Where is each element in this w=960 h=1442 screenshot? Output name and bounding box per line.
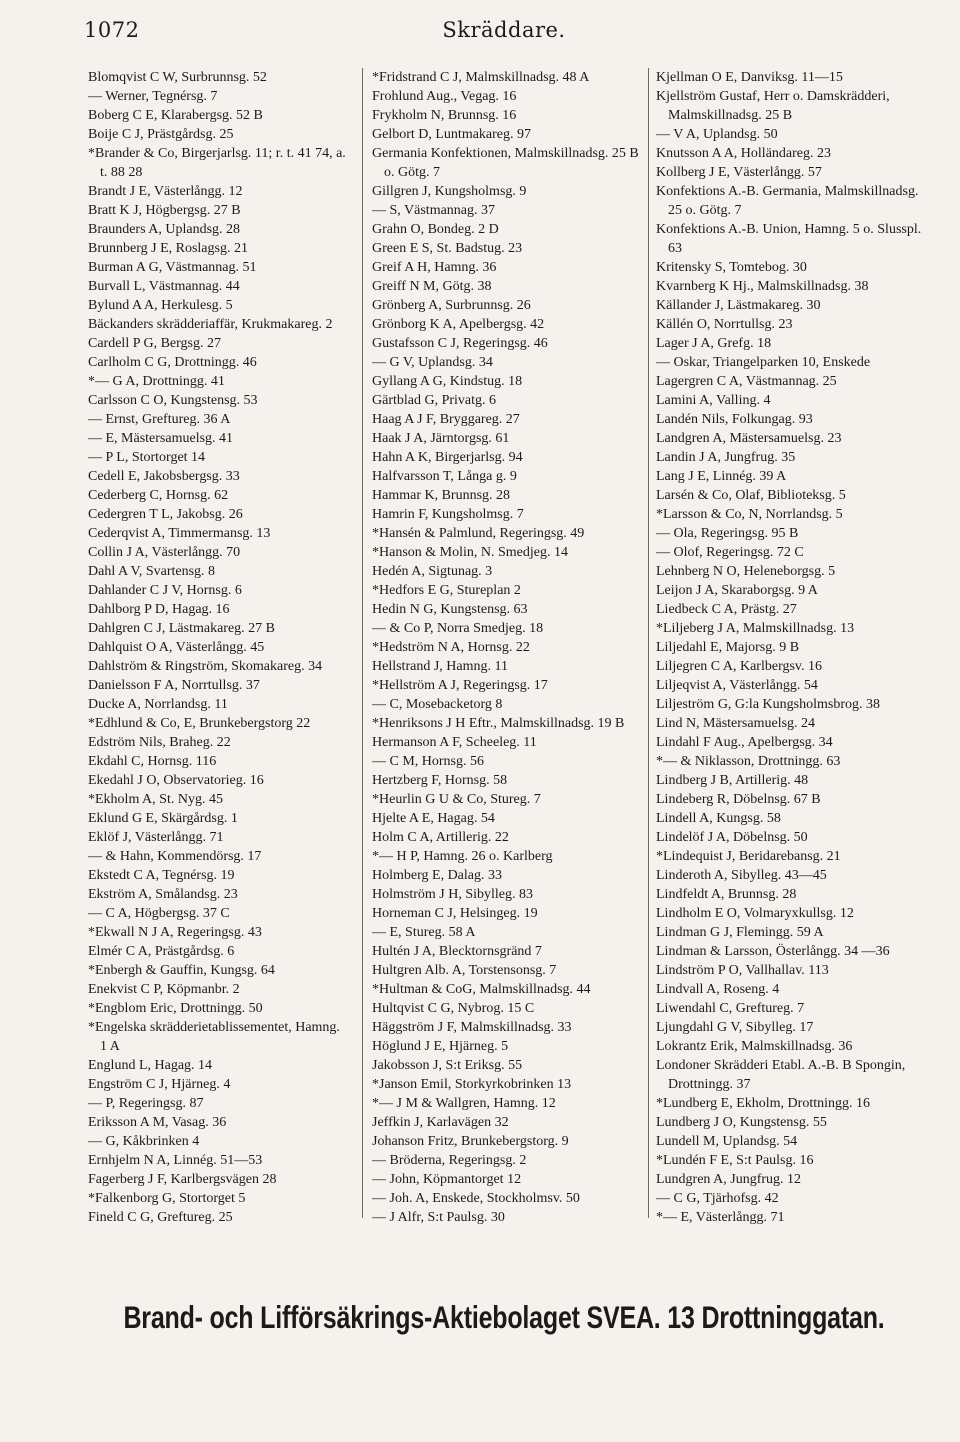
directory-entry: Lindelöf J A, Döbelnsg. 50 xyxy=(656,830,808,845)
directory-entry: Jakobsson J, S:t Eriksg. 55 xyxy=(372,1058,523,1073)
directory-entry: — C G, Tjärhofsg. 42 xyxy=(656,1191,779,1206)
directory-entry: Danielsson F A, Norrtullsg. 37 xyxy=(88,678,260,693)
directory-entry: Grönberg A, Surbrunnsg. 26 xyxy=(372,298,531,313)
directory-entry: Ernhjelm N A, Linnég. 51—53 xyxy=(88,1153,263,1168)
directory-entry: Liljeström G, G:la Kungsholmsbrog. 38 xyxy=(656,697,880,712)
directory-entry: Höglund J E, Hjärneg. 5 xyxy=(372,1039,509,1054)
directory-entry: Edström Nils, Braheg. 22 xyxy=(88,735,231,750)
directory-entry: — & Co P, Norra Smedjeg. 18 xyxy=(372,621,544,636)
directory-entry: Hultgren Alb. A, Torstensonsg. 7 xyxy=(372,963,557,978)
directory-entry: *Hellström A J, Regeringsg. 17 xyxy=(372,678,548,693)
directory-entry: — E, Mästersamuelsg. 41 xyxy=(88,431,234,446)
directory-entry: Gillgren J, Kungsholmsg. 9 xyxy=(372,184,527,199)
directory-entry: Cederqvist A, Timmermansg. 13 xyxy=(88,526,271,541)
directory-entry: — Joh. A, Enskede, Stockholmsv. 50 xyxy=(372,1191,580,1206)
directory-entry: Lindfeldt A, Brunnsg. 28 xyxy=(656,887,797,902)
column-divider xyxy=(648,68,649,1218)
directory-entry: Elmér C A, Prästgårdsg. 6 xyxy=(88,944,235,959)
page-number: 1072 xyxy=(84,18,140,42)
directory-entry: Konfektions A.-B. Union, Hamng. 5 o. Slusspl. 63 xyxy=(656,222,922,256)
directory-entry: *Hanson & Molin, N. Smedjeg. 14 xyxy=(372,545,568,560)
directory-entry: Ducke A, Norrlandsg. 11 xyxy=(88,697,228,712)
directory-entry: Brandt J E, Västerlångg. 12 xyxy=(88,184,243,199)
directory-entry: Eklund G E, Skärgårdsg. 1 xyxy=(88,811,238,826)
directory-entry: Hultqvist C G, Nybrog. 15 C xyxy=(372,1001,535,1016)
directory-entry: Ekedahl J O, Observatorieg. 16 xyxy=(88,773,264,788)
directory-entry: Johanson Fritz, Brunkebergstorg. 9 xyxy=(372,1134,569,1149)
directory-entry xyxy=(88,1227,348,1228)
directory-entry: — John, Köpmantorget 12 xyxy=(372,1172,522,1187)
directory-entry: Liljeqvist A, Västerlångg. 54 xyxy=(656,678,818,693)
directory-entry: — Ernst, Greftureg. 36 A xyxy=(88,412,231,427)
directory-entry: Cederberg C, Hornsg. 62 xyxy=(88,488,229,503)
directory-entry: *Ekwall N J A, Regeringsg. 43 xyxy=(88,925,262,940)
directory-entry: *Liljeberg J A, Malmskillnadsg. 13 xyxy=(656,621,855,636)
directory-entry: Hahn A K, Birgerjarlsg. 94 xyxy=(372,450,523,465)
directory-columns xyxy=(88,68,924,1228)
directory-entry: Lundberg J O, Kungstensg. 55 xyxy=(656,1115,827,1130)
directory-entry: Englund L, Hagag. 14 xyxy=(88,1058,213,1073)
page-header xyxy=(84,14,924,54)
directory-entry: — & Hahn, Kommendörsg. 17 xyxy=(88,849,262,864)
directory-entry: Cardell P G, Bergsg. 27 xyxy=(88,336,221,351)
directory-entry: *Lundberg E, Ekholm, Drottningg. 16 xyxy=(656,1096,870,1111)
directory-entry: — C, Mosebacketorg 8 xyxy=(372,697,503,712)
directory-entry: Kjellman O E, Danviksg. 11—15 xyxy=(656,70,843,85)
directory-entry: *Falkenborg G, Stortorget 5 xyxy=(88,1191,246,1206)
directory-entry: Liedbeck C A, Prästg. 27 xyxy=(656,602,797,617)
directory-entry: Lindeberg R, Döbelnsg. 67 B xyxy=(656,792,821,807)
directory-entry: *Henriksons J H Eftr., Malmskillnadsg. 19 B xyxy=(372,716,625,731)
directory-entry: Lokrantz Erik, Malmskillnadsg. 36 xyxy=(656,1039,853,1054)
directory-entry: Eriksson A M, Vasag. 36 xyxy=(88,1115,227,1130)
directory-entry: Hermanson A F, Scheeleg. 11 xyxy=(372,735,537,750)
directory-column-2 xyxy=(372,68,642,1228)
directory-entry: *Lundén F E, S:t Paulsg. 16 xyxy=(656,1153,814,1168)
directory-entry: Liwendahl C, Greftureg. 7 xyxy=(656,1001,805,1016)
directory-entry: Källander J, Lästmakareg. 30 xyxy=(656,298,821,313)
directory-entry: *Janson Emil, Storkyrkobrinken 13 xyxy=(372,1077,572,1092)
directory-entry: Lundell M, Uplandsg. 54 xyxy=(656,1134,798,1149)
column-divider xyxy=(362,68,363,1218)
directory-entry: — Ola, Regeringsg. 95 B xyxy=(656,526,799,541)
directory-entry: — P L, Stortorget 14 xyxy=(88,450,206,465)
directory-entry: — P, Regeringsg. 87 xyxy=(88,1096,204,1111)
directory-entry: *— G A, Drottningg. 41 xyxy=(88,374,225,389)
directory-entry: Larsén & Co, Olaf, Biblioteksg. 5 xyxy=(656,488,846,503)
directory-entry: Hamrin F, Kungsholmsg. 7 xyxy=(372,507,524,522)
directory-entry: Engström C J, Hjärneg. 4 xyxy=(88,1077,231,1092)
directory-entry: *— E, Västerlångg. 71 xyxy=(656,1210,785,1225)
directory-entry: Frohlund Aug., Vegag. 16 xyxy=(372,89,517,104)
directory-entry: Collin J A, Västerlångg. 70 xyxy=(88,545,241,560)
directory-entry: *Brander & Co, Birgerjarlsg. 11; r. t. 41 74, a. t. 88 28 xyxy=(88,146,346,180)
section-title: Skräddare. xyxy=(442,18,566,42)
directory-entry: Holmberg E, Dalag. 33 xyxy=(372,868,502,883)
directory-entry: Kvarnberg K Hj., Malmskillnadsg. 38 xyxy=(656,279,869,294)
directory-entry: Liljedahl E, Majorsg. 9 B xyxy=(656,640,800,655)
directory-entry: — Olof, Regeringsg. 72 C xyxy=(656,545,804,560)
directory-entry: — G, Kåkbrinken 4 xyxy=(88,1134,200,1149)
directory-entry: — Werner, Tegnérsg. 7 xyxy=(88,89,218,104)
directory-entry: Lindholm E O, Volmaryxkullsg. 12 xyxy=(656,906,854,921)
directory-entry: Brunnberg J E, Roslagsg. 21 xyxy=(88,241,248,256)
directory-entry: Cedell E, Jakobsbergsg. 33 xyxy=(88,469,240,484)
directory-entry: Lagergren C A, Västmannag. 25 xyxy=(656,374,837,389)
directory-entry: Holmström J H, Sibylleg. 83 xyxy=(372,887,534,902)
directory-entry: Greif A H, Hamng. 36 xyxy=(372,260,497,275)
directory-entry: *Enbergh & Gauffin, Kungsg. 64 xyxy=(88,963,275,978)
directory-entry: *— J M & Wallgren, Hamng. 12 xyxy=(372,1096,556,1111)
directory-entry: Ljungdahl G V, Sibylleg. 17 xyxy=(656,1020,814,1035)
directory-entry: *Lindequist J, Beridarebansg. 21 xyxy=(656,849,841,864)
directory-entry: Haag A J F, Bryggareg. 27 xyxy=(372,412,520,427)
directory-entry: Halfvarsson T, Långa g. 9 xyxy=(372,469,517,484)
directory-entry: Lager J A, Grefg. 18 xyxy=(656,336,772,351)
directory-entry: Linderoth A, Sibylleg. 43—45 xyxy=(656,868,827,883)
directory-entry: Kollberg J E, Västerlångg. 57 xyxy=(656,165,822,180)
directory-entry: Liljegren C A, Karlbergsv. 16 xyxy=(656,659,823,674)
directory-entry: Germania Konfektionen, Malmskillnadsg. 25 B o. Götg. 7 xyxy=(372,146,639,180)
directory-entry: Cedergren T L, Jakobsg. 26 xyxy=(88,507,243,522)
directory-entry: Dahlborg P D, Hagag. 16 xyxy=(88,602,230,617)
directory-entry: Hammar K, Brunnsg. 28 xyxy=(372,488,511,503)
directory-entry: Gelbort D, Luntmakareg. 97 xyxy=(372,127,532,142)
directory-entry: Braunders A, Uplandsg. 28 xyxy=(88,222,241,237)
directory-entry: Eklöf J, Västerlångg. 71 xyxy=(88,830,224,845)
directory-entry: Lehnberg N O, Heleneborgsg. 5 xyxy=(656,564,836,579)
directory-entry: *Fridstrand C J, Malmskillnadsg. 48 A xyxy=(372,70,590,85)
directory-entry: Lindahl F Aug., Apelbergsg. 34 xyxy=(656,735,833,750)
directory-entry: — S, Västmannag. 37 xyxy=(372,203,496,218)
directory-entry xyxy=(656,1227,924,1228)
directory-entry: Burman A G, Västmannag. 51 xyxy=(88,260,257,275)
directory-entry: Carlsson C O, Kungstensg. 53 xyxy=(88,393,258,408)
directory-entry: Gärtblad G, Privatg. 6 xyxy=(372,393,497,408)
directory-entry: — J Alfr, S:t Paulsg. 30 xyxy=(372,1210,505,1225)
footer-advertisement: Brand- och Lifförsäkrings-Aktiebolaget SVEA. 13 Drottninggatan. xyxy=(123,1300,885,1336)
directory-entry: *— H P, Hamng. 26 o. Karlberg xyxy=(372,849,553,864)
directory-entry: *Hedström N A, Hornsg. 22 xyxy=(372,640,530,655)
directory-entry: Hjelte A E, Hagag. 54 xyxy=(372,811,495,826)
directory-entry: Landgren A, Mästersamuelsg. 23 xyxy=(656,431,842,446)
directory-entry: Bäckanders skrädderiaffär, Krukmakareg. 2 xyxy=(88,317,333,332)
directory-entry: Lindman & Larsson, Österlångg. 34 —36 xyxy=(656,944,890,959)
directory-entry: Lamini A, Valling. 4 xyxy=(656,393,771,408)
directory-entry: — Oskar, Triangelparken 10, Enskede xyxy=(656,355,871,370)
directory-entry: Lindell A, Kungsg. 58 xyxy=(656,811,781,826)
directory-entry: — Bröderna, Regeringsg. 2 xyxy=(372,1153,527,1168)
directory-entry: Bylund A A, Herkulesg. 5 xyxy=(88,298,233,313)
directory-entry: — V A, Uplandsg. 50 xyxy=(656,127,778,142)
directory-entry: Boberg C E, Klarabergsg. 52 B xyxy=(88,108,263,123)
directory-entry: Lindström P O, Vallhallav. 113 xyxy=(656,963,829,978)
directory-entry: Lindvall A, Roseng. 4 xyxy=(656,982,780,997)
directory-entry: — C A, Högbergsg. 37 C xyxy=(88,906,230,921)
directory-entry: Lundgren A, Jungfrug. 12 xyxy=(656,1172,802,1187)
directory-entry: Bratt K J, Högbergsg. 27 B xyxy=(88,203,241,218)
directory-entry: Hellstrand J, Hamng. 11 xyxy=(372,659,508,674)
directory-entry: Hultén J A, Blecktornsgränd 7 xyxy=(372,944,542,959)
directory-entry: Carlholm C G, Drottningg. 46 xyxy=(88,355,257,370)
directory-entry: Dahlquist O A, Västerlångg. 45 xyxy=(88,640,265,655)
directory-entry: *Hedfors E G, Stureplan 2 xyxy=(372,583,521,598)
directory-entry: Kjellström Gustaf, Herr o. Damskrädderi, Malmskillnadsg. 25 B xyxy=(656,89,890,123)
directory-entry: — E, Stureg. 58 A xyxy=(372,925,476,940)
directory-entry: Dahlström & Ringström, Skomakareg. 34 xyxy=(88,659,323,674)
directory-entry: Hertzberg F, Hornsg. 58 xyxy=(372,773,508,788)
directory-entry: Dahlander C J V, Hornsg. 6 xyxy=(88,583,242,598)
directory-entry: Burvall L, Västmannag. 44 xyxy=(88,279,240,294)
directory-entry: Boije C J, Prästgårdsg. 25 xyxy=(88,127,234,142)
directory-entry: Gustafsson C J, Regeringsg. 46 xyxy=(372,336,548,351)
directory-entry: Knutsson A A, Holländareg. 23 xyxy=(656,146,831,161)
directory-entry: Lind N, Mästersamuelsg. 24 xyxy=(656,716,816,731)
directory-entry: Ekström A, Smålandsg. 23 xyxy=(88,887,238,902)
directory-entry: Konfektions A.-B. Germania, Malmskillnadsg. 25 o. Götg. 7 xyxy=(656,184,919,218)
directory-entry: *Edhlund & Co, E, Brunkebergstorg 22 xyxy=(88,716,311,731)
directory-entry: Grönborg K A, Apelbergsg. 42 xyxy=(372,317,545,332)
directory-entry: Lindman G J, Flemingg. 59 A xyxy=(656,925,824,940)
directory-entry: Lang J E, Linnég. 39 A xyxy=(656,469,787,484)
directory-entry: *Larsson & Co, N, Norrlandsg. 5 xyxy=(656,507,843,522)
directory-entry: Dahlgren C J, Lästmakareg. 27 B xyxy=(88,621,276,636)
directory-entry: *Engelska skrädderietablissementet, Hamng. 1 A xyxy=(88,1020,340,1054)
directory-column-1 xyxy=(88,68,348,1228)
directory-entry xyxy=(372,1227,642,1228)
directory-entry: Ekstedt C A, Tegnérsg. 19 xyxy=(88,868,235,883)
directory-entry: Häggström J F, Malmskillnadsg. 33 xyxy=(372,1020,572,1035)
directory-entry: Blomqvist C W, Surbrunnsg. 52 xyxy=(88,70,267,85)
directory-entry: *Hansén & Palmlund, Regeringsg. 49 xyxy=(372,526,585,541)
directory-entry: Jeffkin J, Karlavägen 32 xyxy=(372,1115,509,1130)
directory-entry: Londoner Skrädderi Etabl. A.-B. B Spongin, Drottningg. 37 xyxy=(656,1058,906,1092)
directory-entry: Lindberg J B, Artillerig. 48 xyxy=(656,773,809,788)
directory-entry: Hedén A, Sigtunag. 3 xyxy=(372,564,493,579)
directory-entry: Fagerberg J F, Karlbergsvägen 28 xyxy=(88,1172,277,1187)
directory-entry: Frykholm N, Brunnsg. 16 xyxy=(372,108,517,123)
directory-entry: Kritensky S, Tomtebog. 30 xyxy=(656,260,807,275)
directory-entry: Landén Nils, Folkungag. 93 xyxy=(656,412,813,427)
directory-column-3 xyxy=(656,68,924,1228)
directory-entry: Ekdahl C, Hornsg. 116 xyxy=(88,754,217,769)
directory-entry: Leijon J A, Skaraborgsg. 9 A xyxy=(656,583,818,598)
directory-entry: — C M, Hornsg. 56 xyxy=(372,754,485,769)
directory-entry: Hedin N G, Kungstensg. 63 xyxy=(372,602,528,617)
directory-entry: Green E S, St. Badstug. 23 xyxy=(372,241,523,256)
directory-entry: — G V, Uplandsg. 34 xyxy=(372,355,493,370)
directory-entry: Grahn O, Bondeg. 2 D xyxy=(372,222,499,237)
directory-entry: Holm C A, Artillerig. 22 xyxy=(372,830,509,845)
directory-entry: Enekvist C P, Köpmanbr. 2 xyxy=(88,982,240,997)
directory-entry: Haak J A, Järntorgsg. 61 xyxy=(372,431,510,446)
directory-entry: Fineld C G, Greftureg. 25 xyxy=(88,1210,233,1225)
directory-entry: Greiff N M, Götg. 38 xyxy=(372,279,492,294)
directory-entry: *Engblom Eric, Drottningg. 50 xyxy=(88,1001,263,1016)
directory-entry: *— & Niklasson, Drottningg. 63 xyxy=(656,754,841,769)
directory-entry: Gyllang A G, Kindstug. 18 xyxy=(372,374,523,389)
directory-entry: *Ekholm A, St. Nyg. 45 xyxy=(88,792,223,807)
directory-entry: Horneman C J, Helsingeg. 19 xyxy=(372,906,538,921)
directory-entry: *Heurlin G U & Co, Stureg. 7 xyxy=(372,792,541,807)
directory-entry: Landin J A, Jungfrug. 35 xyxy=(656,450,796,465)
directory-entry: Källén O, Norrtullsg. 23 xyxy=(656,317,793,332)
directory-entry: *Hultman & CoG, Malmskillnadsg. 44 xyxy=(372,982,591,997)
directory-entry: Dahl A V, Svartensg. 8 xyxy=(88,564,216,579)
